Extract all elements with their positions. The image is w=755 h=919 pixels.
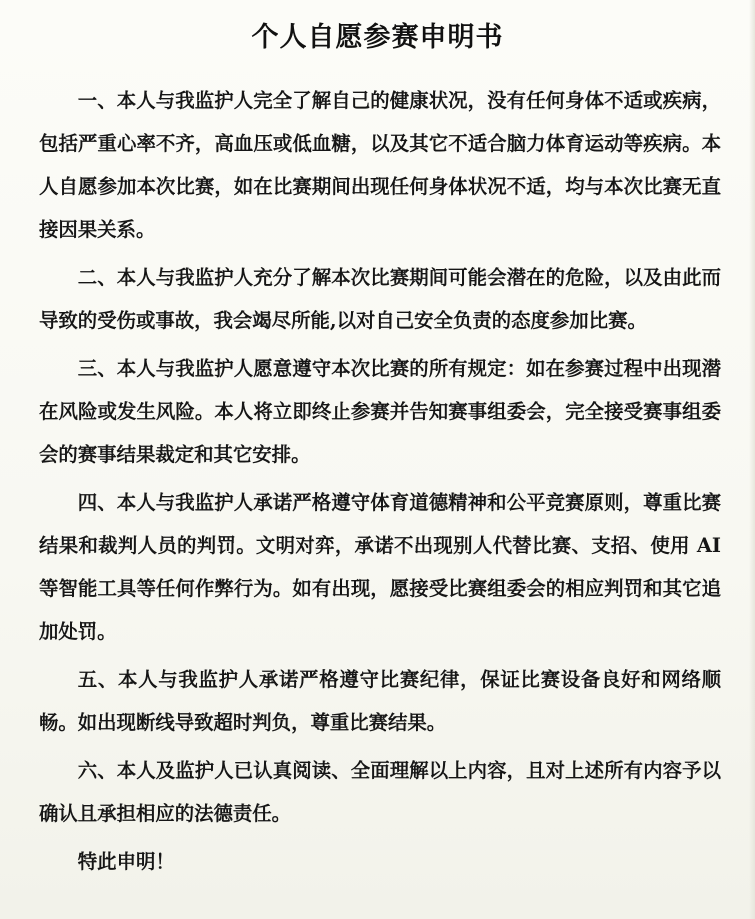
paragraph-1: 一、本人与我监护人完全了解自己的健康状况，没有任何身体不适或疾病，包括严重心率不齐，高血压或低血糖，以及其它不适合脑力体育运动等疾病。本人自愿参加本次比赛，如在比赛期间出现任何身体状况不适，均与本次比赛无直接因果关系。 (39, 89, 721, 241)
paragraph-3: 三、本人与我监护人愿意遵守本次比赛的所有规定：如在参赛过程中出现潜在风险或发生风险。本人将立即终止参赛并告知赛事组委会，完全接受赛事组委会的赛事结果裁定和其它安排。 (39, 357, 721, 466)
paragraph-2: 二、本人与我监护人充分了解本次比赛期间可能会潜在的危险，以及由此而导致的受伤或事故，我会竭尽所能,以对自己安全负责的态度参加比赛。 (39, 266, 721, 332)
paragraph-5: 五、本人与我监护人承诺严格遵守比赛纪律，保证比赛设备良好和网络顺畅。如出现断线导致超时判负，尊重比赛结果。 (39, 668, 721, 734)
page-edge-shadow (749, 0, 755, 919)
paragraph-6: 六、本人及监护人已认真阅读、全面理解以上内容，且对上述所有内容予以确认且承担相应的法德责任。 (39, 759, 721, 825)
paragraph-4: 四、本人与我监护人承诺严格遵守体育道德精神和公平竞赛原则，尊重比赛结果和裁判人员的判罚。文明对弈，承诺不出现别人代替比赛、支招、使用 AI 等智能工具等任何作弊行为。如有出现，愿接受比赛组委会的相应判罚和其它追加处罚。 (39, 491, 721, 643)
document-body (39, 79, 721, 883)
document-title: 个人自愿参赛申明书 (251, 22, 504, 53)
closing-statement: 特此申明！ (77, 850, 175, 873)
